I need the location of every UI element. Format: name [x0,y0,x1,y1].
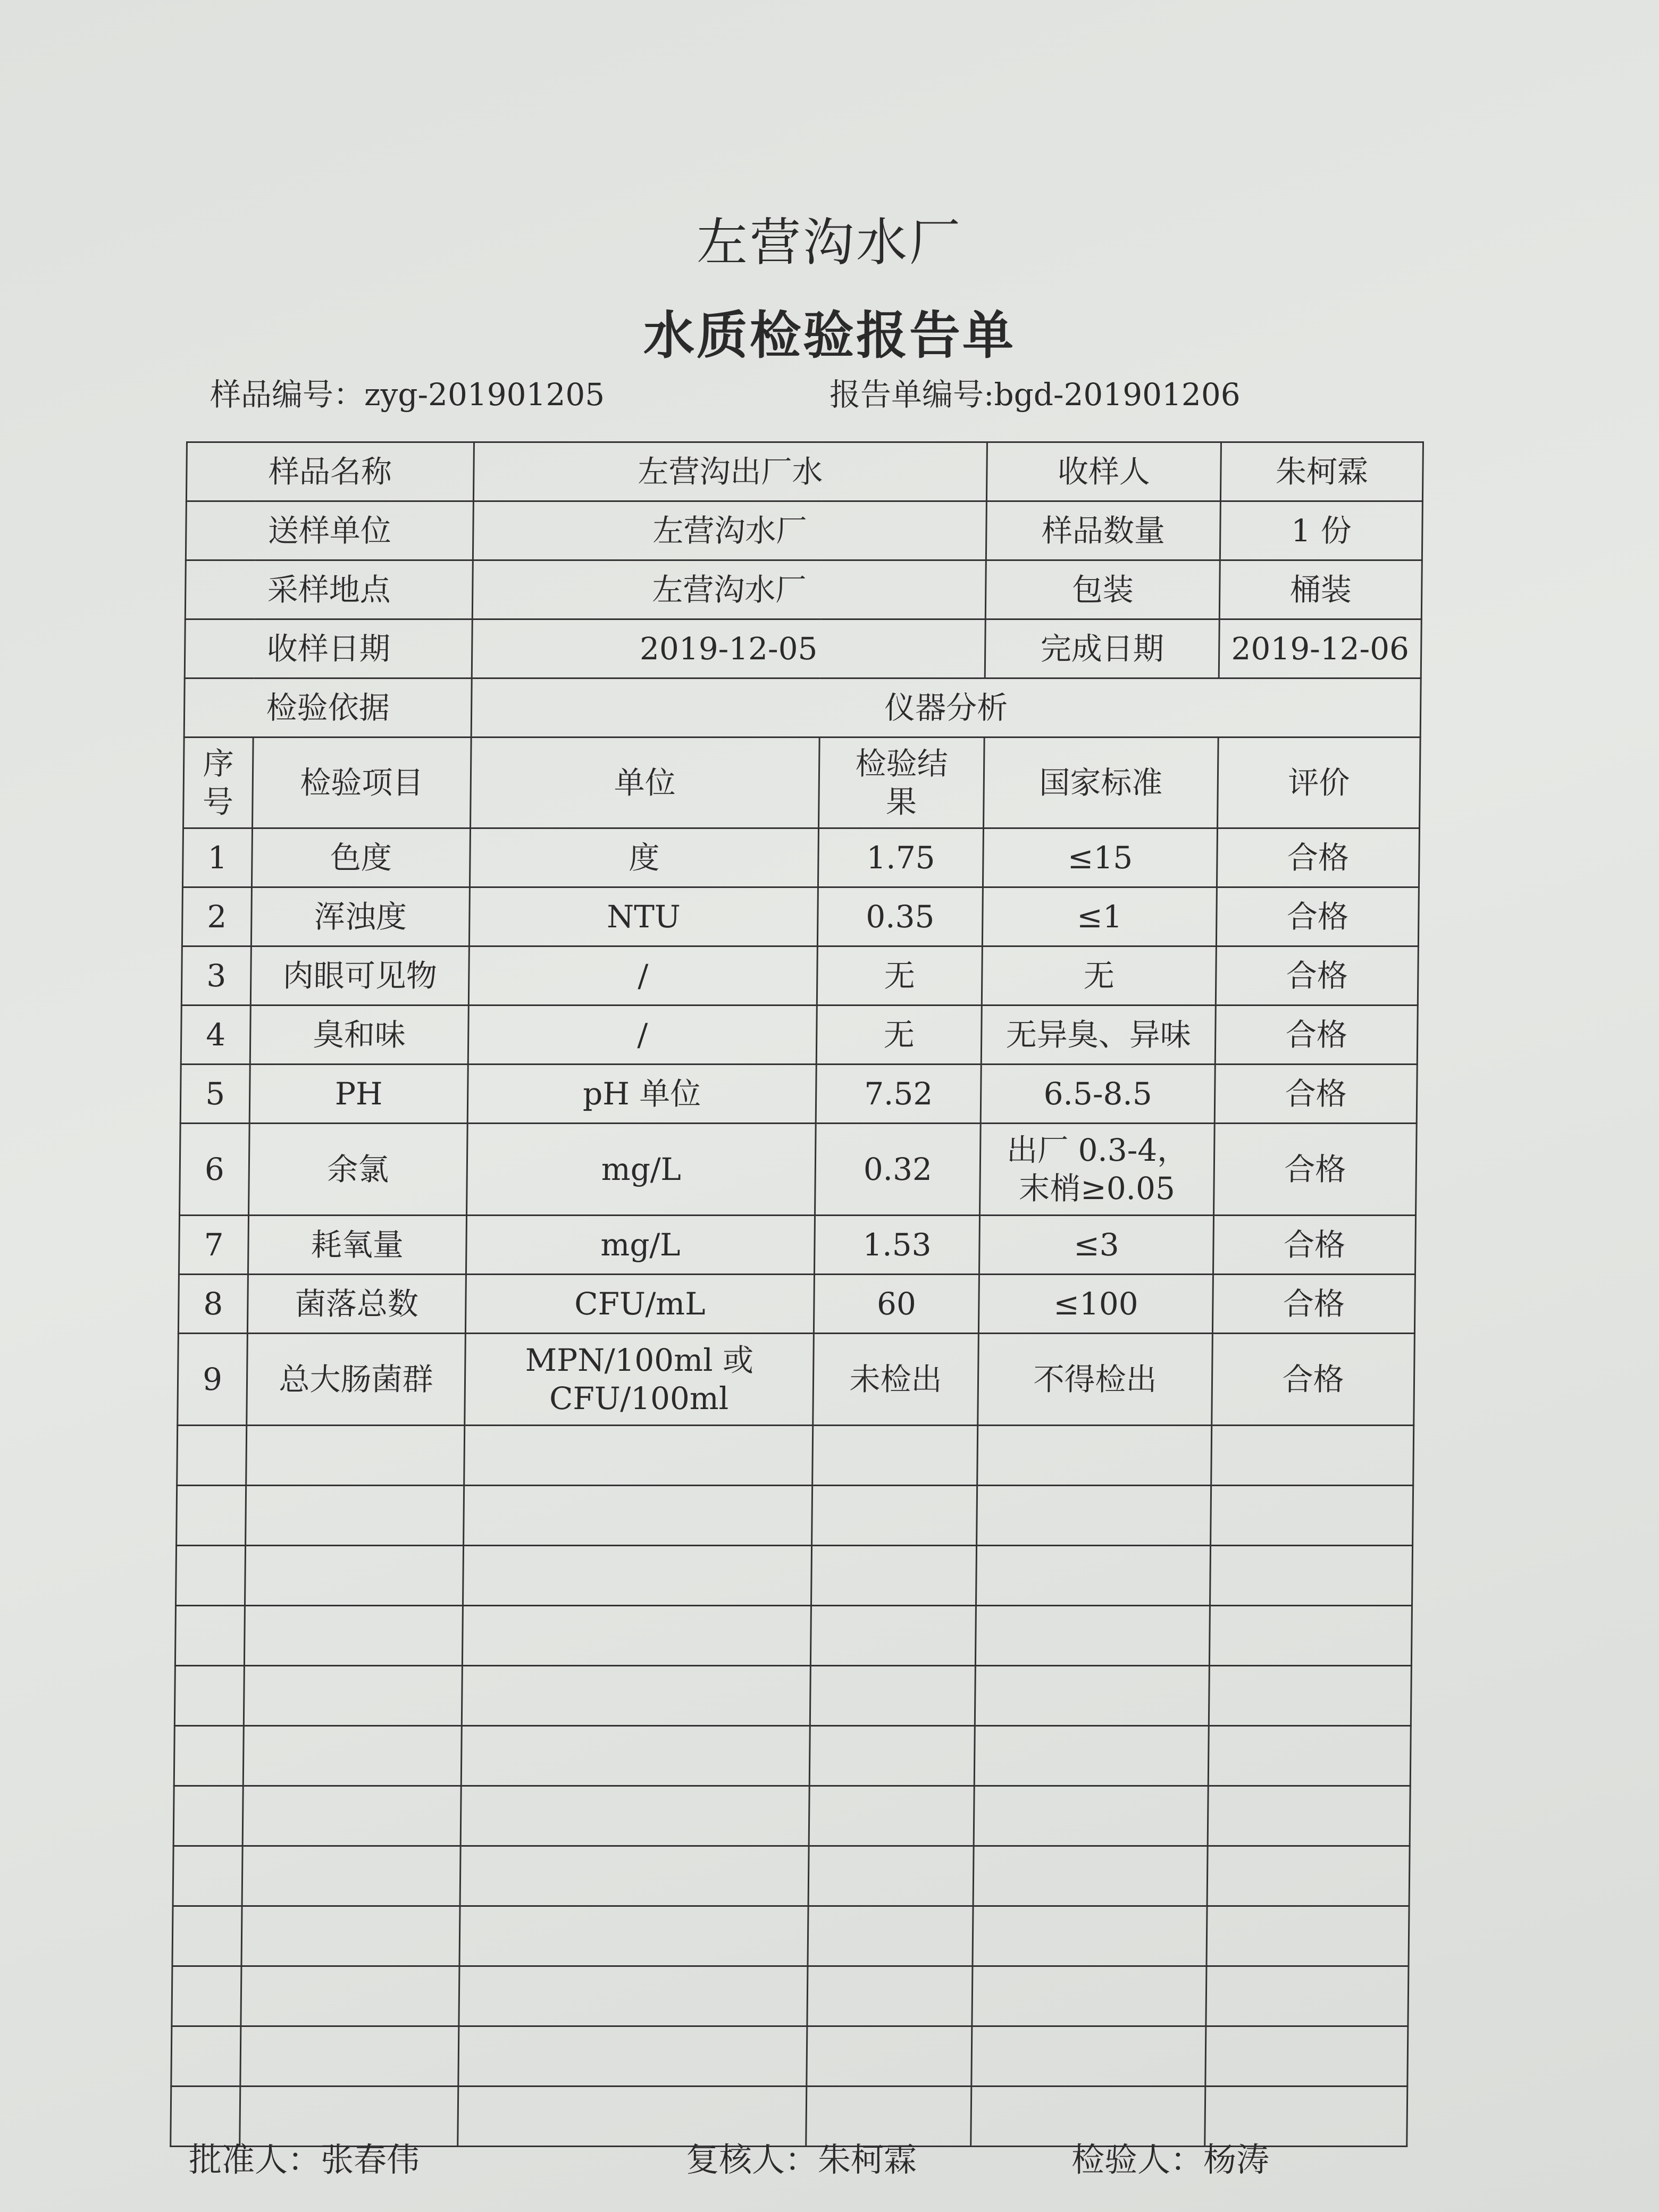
reviewer: 复核人：朱柯霖 [686,2140,917,2179]
info-row [186,501,1422,560]
empty-cell [460,1846,809,1906]
empty-cell [1208,1786,1410,1846]
quantity-value: 1 份 [1220,501,1422,560]
table-row [181,946,1418,1006]
location-label: 采样地点 [185,560,473,619]
cell-eval: 合格 [1214,1124,1417,1216]
empty-cell [1209,1666,1411,1726]
cell-result: 0.35 [817,887,983,946]
cell-item: 总大肠菌群 [247,1334,466,1426]
col-no: 序号 [183,738,254,828]
empty-cell [811,1546,976,1606]
cell-eval: 合格 [1217,828,1419,887]
basis-value: 仪器分析 [471,678,1421,738]
cell-standard: ≤100 [978,1275,1213,1334]
approver: 批准人：张春伟 [189,2140,420,2179]
empty-cell [458,2026,807,2087]
cell-standard: 不得检出 [978,1334,1213,1426]
empty-cell [977,1486,1211,1546]
info-row [185,619,1421,678]
report-title: 水质检验报告单 [643,306,1016,365]
cell-item: 色度 [252,828,470,887]
empty-cell [459,1966,808,2026]
col-standard: 国家标准 [984,738,1219,828]
table-row [182,887,1419,946]
empty-cell [1211,1426,1414,1486]
empty-cell [462,1606,811,1666]
empty-cell [812,1426,978,1486]
package-label: 包装 [985,560,1220,619]
cell-result: 1.75 [818,828,983,887]
cell-eval: 合格 [1215,1006,1418,1065]
empty-cell [242,1846,460,1906]
empty-cell [809,1786,974,1846]
cell-result: 60 [814,1275,979,1334]
cell-standard: ≤3 [979,1216,1213,1275]
empty-cell [460,1786,809,1846]
empty-cell [172,1966,241,2026]
report-number: 报告单编号:bgd-201901206 [830,376,1241,413]
cell-item: 臭和味 [250,1006,468,1065]
received-date-value: 2019-12-05 [472,619,985,678]
cell-unit: NTU [469,887,818,946]
cell-no: 3 [181,946,251,1006]
quantity-label: 样品数量 [986,501,1220,560]
sender-label: 送样单位 [186,501,473,560]
cell-unit: mg/L [466,1216,815,1275]
cell-result: 无 [816,1006,982,1065]
cell-result: 7.52 [816,1065,981,1124]
sample-name-value: 左营沟出厂水 [473,442,987,501]
cell-unit: mg/L [467,1124,816,1216]
empty-row [177,1486,1413,1546]
empty-row [171,2026,1408,2087]
empty-cell [973,1906,1207,1966]
report-table [170,441,1422,2132]
table-row [180,1124,1417,1216]
cell-no: 1 [182,828,252,887]
empty-cell [173,1846,242,1906]
table-row [182,828,1419,887]
cell-standard: ≤15 [983,828,1217,887]
empty-cell [175,1546,245,1606]
cell-standard: 无 [982,946,1216,1006]
empty-cell [1209,1606,1412,1666]
empty-cell [1210,1546,1413,1606]
empty-cell [242,1786,461,1846]
cell-no: 9 [178,1334,248,1426]
empty-row [172,1906,1409,1966]
cell-no: 4 [181,1006,250,1065]
empty-row [175,1546,1412,1606]
cell-no: 7 [179,1216,248,1275]
empty-cell [1206,1966,1409,2026]
empty-row [173,1786,1410,1846]
cell-no: 6 [180,1124,250,1216]
col-item: 检验项目 [253,738,472,828]
empty-cell [975,1666,1209,1726]
cell-unit: 度 [470,828,818,887]
cell-item: 菌落总数 [247,1275,466,1334]
empty-cell [172,1906,242,1966]
inspector: 检验人：杨涛 [1071,2140,1270,2179]
empty-cell [174,1726,244,1786]
empty-cell [975,1606,1210,1666]
sample-name-label: 样品名称 [186,442,474,501]
cell-standard: 无异臭、异味 [981,1006,1216,1065]
cell-no: 2 [182,887,252,946]
cell-result: 1.53 [814,1216,979,1275]
empty-cell [810,1666,975,1726]
empty-cell [807,1966,973,2026]
cell-result: 无 [817,946,982,1006]
cell-unit: pH 单位 [467,1065,816,1124]
sample-number: 样品编号：zyg-201901205 [210,376,605,413]
sender-value: 左营沟水厂 [473,501,986,560]
empty-cell [1208,1726,1411,1786]
cell-eval: 合格 [1214,1065,1417,1124]
empty-cell [246,1486,464,1546]
cell-item: 耗氧量 [248,1216,466,1275]
empty-cell [177,1486,246,1546]
empty-cell [173,1786,243,1846]
empty-cell [1206,1906,1409,1966]
info-row [185,560,1422,619]
cell-standard: ≤1 [982,887,1217,946]
cell-unit: / [468,946,817,1006]
table-row [181,1006,1418,1065]
empty-row [175,1606,1412,1666]
cell-standard: 出厂 0.3-4， 末梢≥0.05 [980,1124,1215,1216]
empty-cell [464,1426,813,1486]
empty-cell [971,2026,1206,2087]
cell-eval: 合格 [1216,946,1418,1006]
empty-cell [808,1846,974,1906]
empty-cell [174,1666,244,1726]
empty-cell [241,1966,459,2026]
empty-cell [1207,1846,1410,1906]
org-title: 左营沟水厂 [697,213,962,272]
empty-cell [973,1846,1208,1906]
empty-cell [810,1606,976,1666]
cell-item: 肉眼可见物 [250,946,469,1006]
empty-cell [243,1726,462,1786]
cell-no: 5 [180,1065,250,1124]
cell-unit: / [468,1006,817,1065]
cell-item: PH [249,1065,468,1124]
empty-cell [244,1666,462,1726]
col-unit: 单位 [471,738,820,828]
empty-cell [812,1486,977,1546]
info-row [184,678,1421,738]
cell-eval: 合格 [1212,1275,1415,1334]
empty-cell [241,1906,460,1966]
cell-item: 浑浊度 [251,887,470,946]
cell-eval: 合格 [1213,1216,1415,1275]
received-date-label: 收样日期 [185,619,472,678]
empty-row [174,1666,1411,1726]
cell-standard: 6.5-8.5 [981,1065,1215,1124]
cell-eval: 合格 [1216,887,1419,946]
cell-no: 8 [178,1275,248,1334]
empty-cell [240,2026,459,2087]
empty-cell [245,1546,463,1606]
table-row [180,1065,1417,1124]
empty-cell [464,1486,812,1546]
empty-cell [809,1726,975,1786]
info-row [186,442,1423,501]
empty-row [177,1426,1414,1486]
empty-cell [807,2026,972,2087]
empty-cell [171,2026,241,2087]
empty-cell [1211,1486,1413,1546]
empty-cell [972,1966,1206,2026]
empty-cell [177,1426,247,1486]
empty-row [173,1846,1410,1906]
cell-eval: 合格 [1212,1334,1415,1426]
empty-cell [977,1426,1212,1486]
empty-cell [463,1546,811,1606]
cell-item: 余氯 [249,1124,468,1216]
table-row [178,1275,1415,1334]
cell-result: 未检出 [813,1334,979,1426]
empty-cell [462,1666,810,1726]
empty-cell [244,1606,463,1666]
receiver-value: 朱柯霖 [1220,442,1423,501]
empty-cell [808,1906,973,1966]
empty-cell [974,1786,1208,1846]
cell-unit: MPN/100ml 或 CFU/100ml [465,1334,814,1426]
empty-cell [461,1726,810,1786]
completed-date-value: 2019-12-06 [1219,619,1421,678]
empty-row [174,1726,1411,1786]
empty-cell [1205,2026,1408,2087]
empty-cell [974,1726,1209,1786]
empty-cell [459,1906,808,1966]
col-result: 检验结果 [819,738,985,828]
column-header-row [183,738,1421,828]
empty-cell [246,1426,465,1486]
basis-label: 检验依据 [184,678,472,738]
table-row [178,1334,1415,1426]
cell-result: 0.32 [815,1124,981,1216]
empty-cell [175,1606,245,1666]
empty-row [172,1966,1409,2026]
completed-date-label: 完成日期 [985,619,1219,678]
package-value: 桶装 [1219,560,1422,619]
location-value: 左营沟水厂 [472,560,986,619]
empty-cell [976,1546,1211,1606]
col-eval: 评价 [1218,738,1421,828]
table-row [179,1216,1415,1275]
receiver-label: 收样人 [986,442,1221,501]
cell-unit: CFU/mL [465,1275,814,1334]
